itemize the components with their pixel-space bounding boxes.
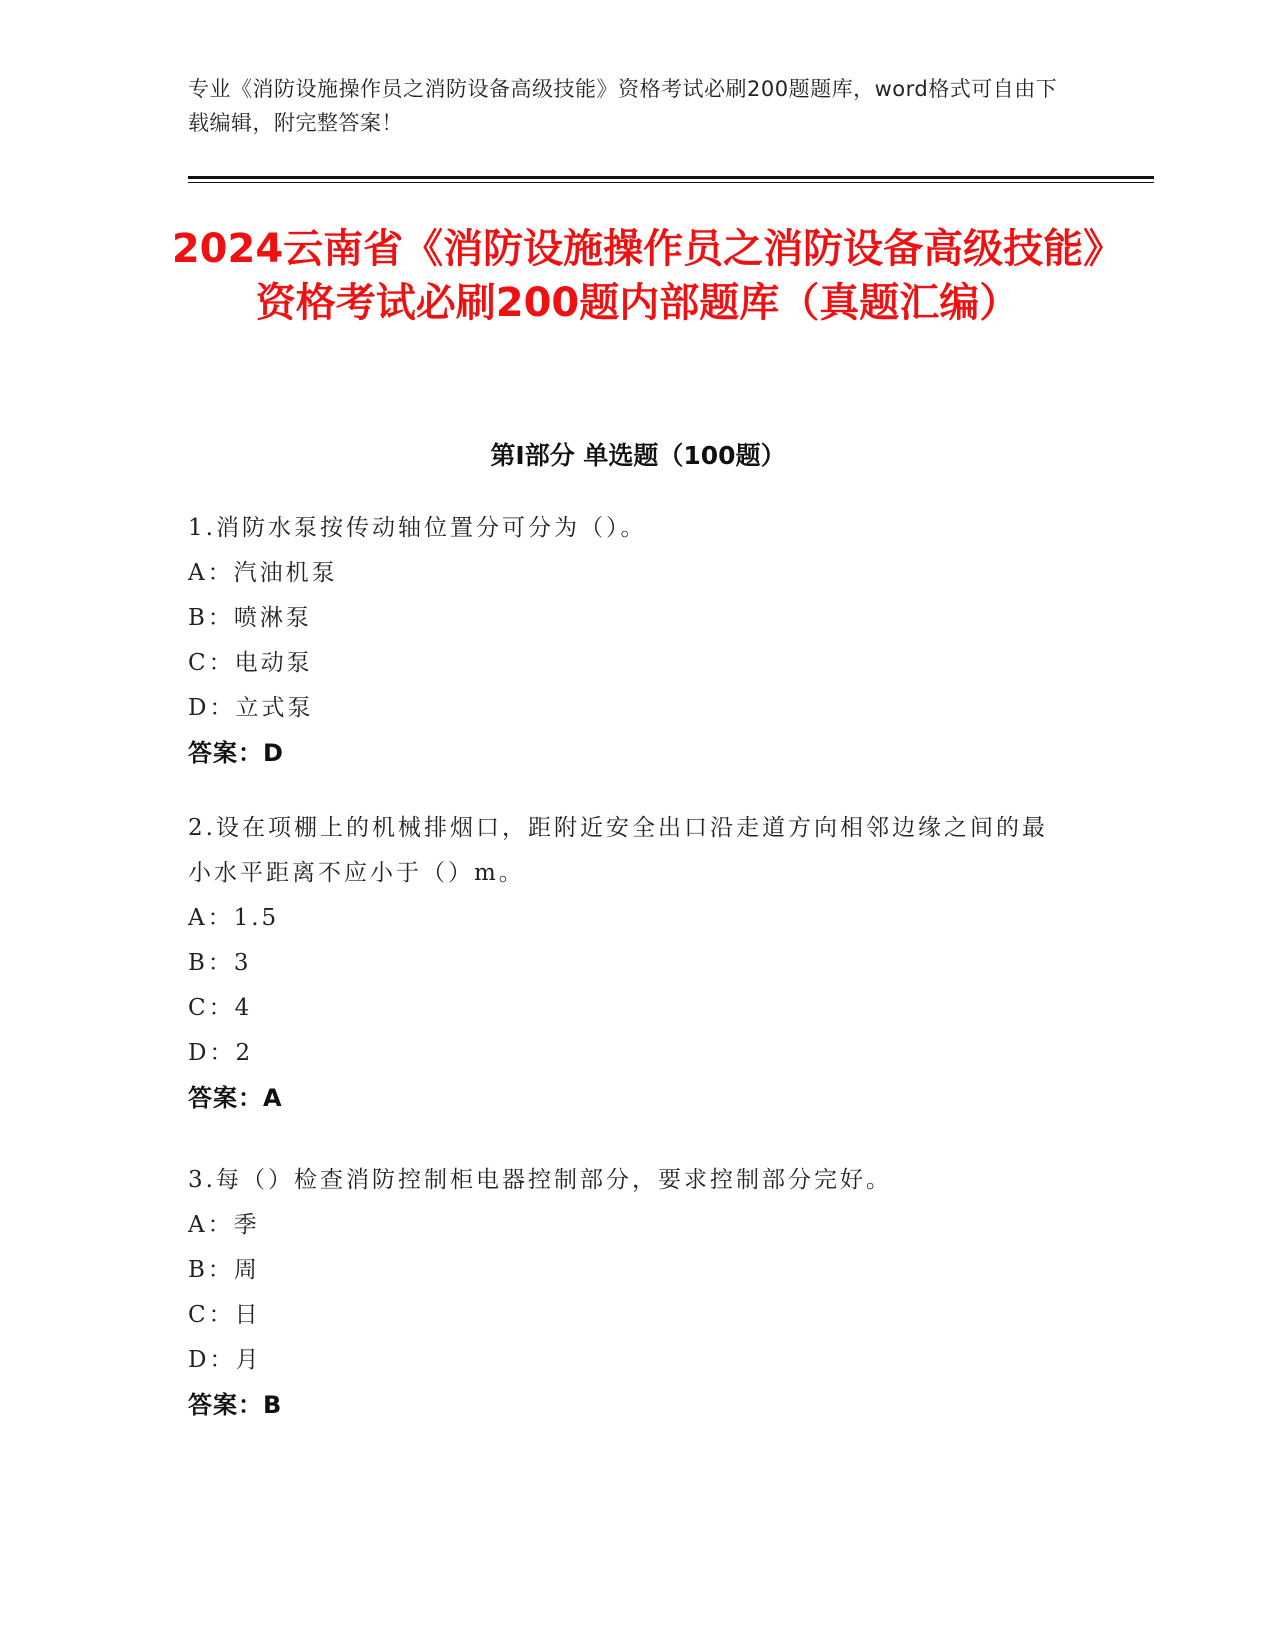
option-d: D：月 — [188, 1347, 262, 1373]
header-divider-thick — [188, 176, 1154, 179]
question-stem: 3.每（）检查消防控制柜电器控制部分，要求控制部分完好。 — [188, 1167, 892, 1193]
answer: 答案：B — [188, 1391, 283, 1419]
option-c: C：日 — [188, 1302, 261, 1328]
header-divider-thin — [188, 182, 1154, 183]
option-a: A：1.5 — [188, 905, 280, 931]
answer: 答案：A — [188, 1084, 283, 1112]
option-b: B：周 — [188, 1257, 260, 1283]
option-c: C：4 — [188, 995, 253, 1021]
answer: 答案：D — [188, 739, 284, 767]
option-c: C：电动泵 — [188, 650, 313, 676]
option-b: B：3 — [188, 950, 252, 976]
question-3 — [188, 1158, 1068, 1428]
option-b: B：喷淋泵 — [188, 605, 312, 631]
question-1 — [188, 506, 1068, 776]
question-stem: 2.设在项棚上的机械排烟口，距附近安全出口沿走道方向相邻边缘之间的最小水平距离不应小于（）m。 — [188, 815, 1048, 886]
option-d: D：2 — [188, 1040, 254, 1066]
option-d: D：立式泵 — [188, 695, 314, 721]
document-title: 2024云南省《消防设施操作员之消防设备高级技能》资格考试必刷200题内部题库（真题汇编） — [171, 226, 1104, 326]
question-stem: 1.消防水泵按传动轴位置分可分为（）。 — [188, 515, 647, 541]
option-a: A：季 — [188, 1212, 260, 1238]
section-title: 第I部分 单选题（100题） — [490, 441, 786, 470]
option-a: A：汽油机泵 — [188, 560, 338, 586]
header-note: 专业《消防设施操作员之消防设备高级技能》资格考试必刷200题题库，word格式可自由下载编辑，附完整答案！ — [188, 77, 1058, 135]
question-2 — [188, 806, 1068, 1121]
